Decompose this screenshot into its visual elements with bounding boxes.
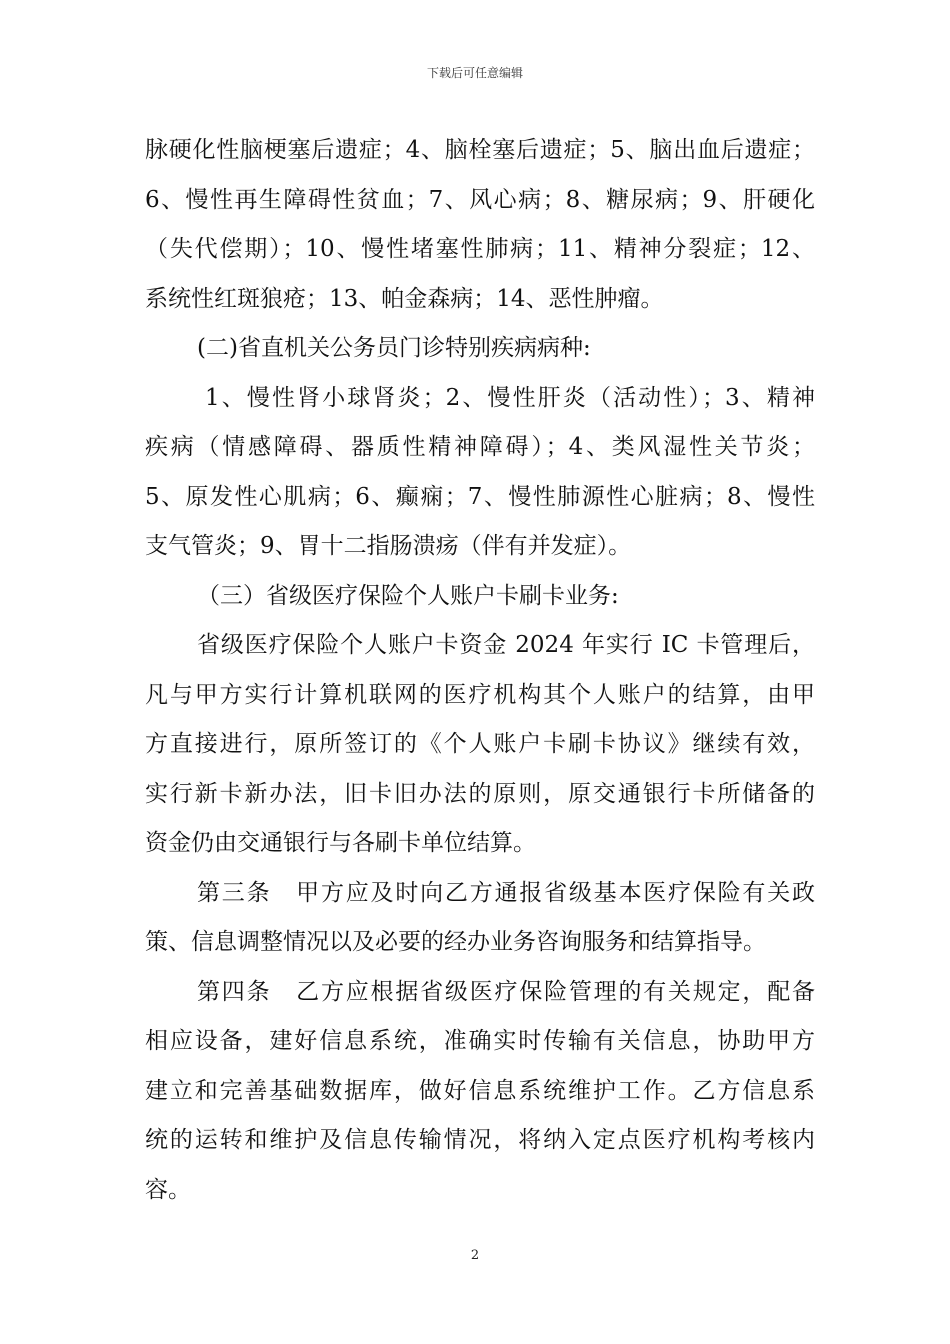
text-line: 第三条 甲方应及时向乙方通报省级基本医疗保险有关政 bbox=[197, 879, 815, 906]
text-line: 系统性红斑狼疮；13、帕金森病；14、恶性肿瘤。 bbox=[145, 285, 664, 312]
text-line: (二)省直机关公务员门诊特别疾病病种: bbox=[197, 335, 591, 361]
text-line: 疾病（情感障碍、器质性精神障碍）；4、类风湿性关节炎； bbox=[145, 434, 815, 460]
text-line: （失代偿期）；10、慢性堵塞性肺病；11、精神分裂症；12、 bbox=[145, 236, 815, 262]
text-line: （三）省级医疗保险个人账户卡刷卡业务: bbox=[197, 582, 619, 609]
text-line: 方直接进行，原所签订的《个人账户卡刷卡协议》继续有效， bbox=[145, 731, 815, 757]
text-line: 统的运转和维护及信息传输情况，将纳入定点医疗机构考核内 bbox=[145, 1127, 815, 1153]
text-line: 支气管炎；9、胃十二指肠溃疡（伴有并发症）。 bbox=[145, 533, 632, 559]
text-line: 6、慢性再生障碍性贫血；7、风心病；8、糖尿病；9、肝硬化 bbox=[145, 186, 815, 213]
document-body bbox=[145, 126, 815, 1215]
text-line: 第四条 乙方应根据省级医疗保险管理的有关规定，配备 bbox=[197, 978, 815, 1005]
text-line: 5、原发性心肌病；6、癫痫；7、慢性肺源性心脏病；8、慢性 bbox=[145, 483, 815, 510]
text-line: 1、慢性肾小球肾炎；2、慢性肝炎（活动性）；3、精神 bbox=[205, 384, 815, 411]
text-line: 省级医疗保险个人账户卡资金 2024 年实行 IC 卡管理后， bbox=[197, 632, 815, 658]
text-line: 资金仍由交通银行与各刷卡单位结算。 bbox=[145, 830, 536, 856]
page-number: 2 bbox=[470, 1248, 480, 1263]
text-line: 相应设备，建好信息系统，准确实时传输有关信息，协助甲方 bbox=[145, 1028, 815, 1054]
text-line: 策、信息调整情况以及必要的经办业务咨询服务和结算指导。 bbox=[145, 929, 766, 955]
text-line: 容。 bbox=[145, 1176, 191, 1203]
page-header: 下载后可任意编辑 bbox=[426, 66, 523, 80]
text-line: 实行新卡新办法，旧卡旧办法的原则，原交通银行卡所储备的 bbox=[145, 780, 815, 807]
text-line: 脉硬化性脑梗塞后遗症；4、脑栓塞后遗症；5、脑出血后遗症； bbox=[145, 137, 815, 163]
text-line: 凡与甲方实行计算机联网的医疗机构其个人账户的结算，由甲 bbox=[145, 681, 815, 708]
text-line: 建立和完善基础数据库，做好信息系统维护工作。乙方信息系 bbox=[145, 1077, 815, 1104]
